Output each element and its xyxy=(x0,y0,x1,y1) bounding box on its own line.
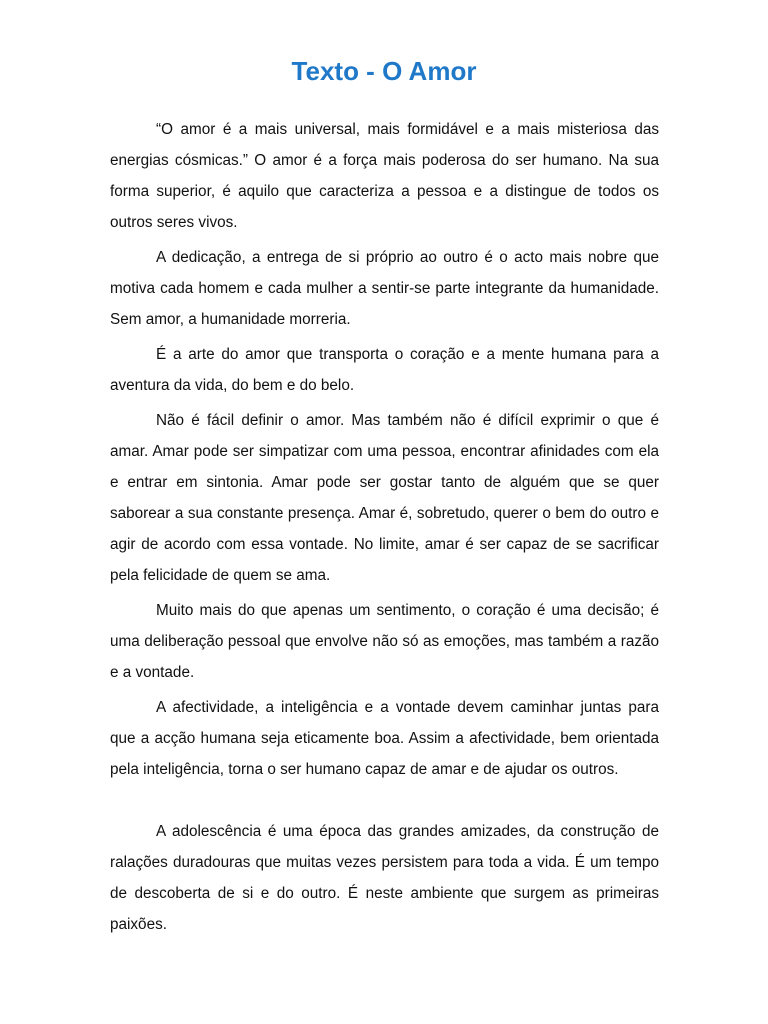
paragraph-4: Não é fácil definir o amor. Mas também não é difícil exprimir o que é amar. Amar pode ser simpatizar com uma pessoa, encontrar afinidades com ela e entrar em sintonia. Amar pode ser gostar tanto de alguém que se quer saborear a sua constante presença. Amar é, sobretudo, querer o bem do outro e agir de acordo com essa vontade. No limite, amar é ser capaz de se sacrificar pela felicidade de quem se ama. xyxy=(110,412,659,584)
paragraph-5: Muito mais do que apenas um sentimento, o coração é uma decisão; é uma deliberação pessoal que envolve não só as emoções, mas também a razão e a vontade. xyxy=(110,602,659,681)
paragraph-7: A adolescência é uma época das grandes amizades, da construção de ralações duradouras que muitas vezes persistem para toda a vida. É um tempo de descoberta de si e do outro. É neste ambiente que surgem as primeiras paixões. xyxy=(110,823,659,933)
paragraph-6: A afectividade, a inteligência e a vontade devem caminhar juntas para que a acção humana seja eticamente boa. Assim a afectividade, bem orientada pela inteligência, torna o ser humano capaz de amar e de ajudar os outros. xyxy=(110,699,659,778)
document-title: Texto - O Amor xyxy=(291,56,477,86)
paragraph-3: É a arte do amor que transporta o coração e a mente humana para a aventura da vida, do bem e do belo. xyxy=(110,346,659,394)
paragraph-2: A dedicação, a entrega de si próprio ao outro é o acto mais nobre que motiva cada homem e cada mulher a sentir-se parte integrante da humanidade. Sem amor, a humanidade morreria. xyxy=(110,249,659,328)
paragraph-1: “O amor é a mais universal, mais formidável e a mais misteriosa das energias cósmicas.” O amor é a força mais poderosa do ser humano. Na sua forma superior, é aquilo que caracteriza a pessoa e a distingue de todos os outros seres vivos. xyxy=(110,121,659,231)
document-body xyxy=(110,114,659,944)
